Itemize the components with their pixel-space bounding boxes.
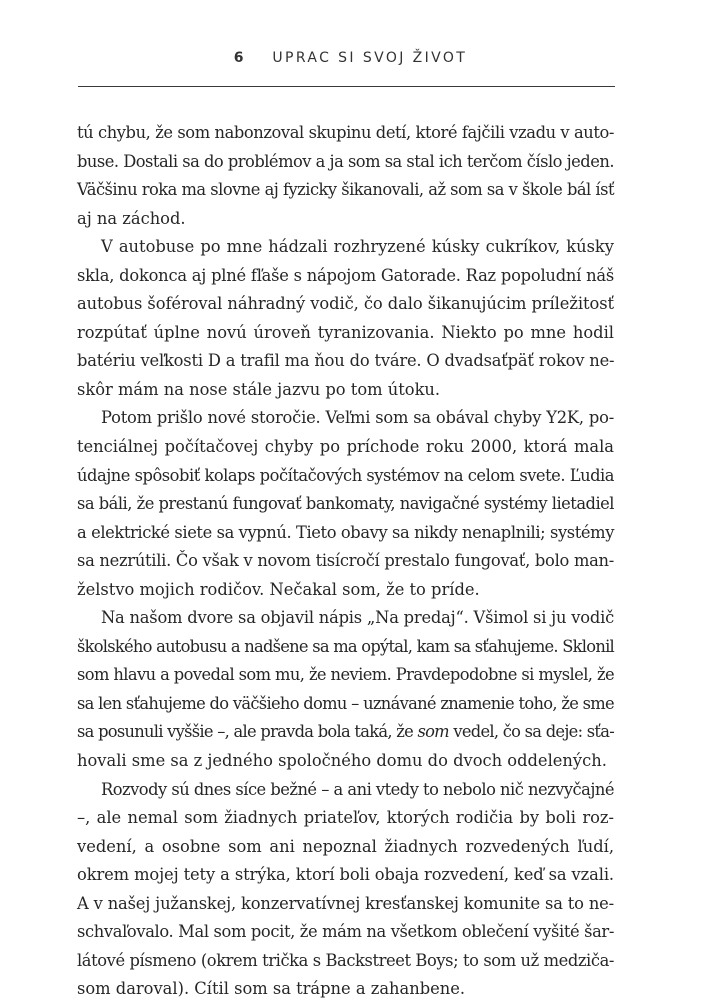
page-number: 6 [233,50,244,66]
paragraph [77,604,614,775]
text-line: sa báli, že prestanú fungovať bankomaty, navigačné systémy lietadiel [77,494,614,514]
text-line: Potom prišlo nové storočie. Veľmi som sa obával chyby Y2K, po- [101,408,614,428]
paragraph [77,776,614,1004]
text-line: hovali sme sa z jedného spoločného domu do dvoch oddelených. [77,751,607,771]
text-line: údajne spôsobiť kolaps počítačových systémov na celom svete. Ľudia [77,465,614,485]
text-line: školského autobusu a nadšene sa ma opýtal, kam sa sťahujeme. Sklonil [77,636,614,656]
text-line [77,718,614,747]
text-line: Väčšinu roka ma slovne aj fyzicky šikanovali, až som sa v škole bál ísť [77,180,614,200]
text-line: sa nezrútili. Čo však v novom tisícročí prestalo fungovať, bolo man- [77,551,614,571]
running-header [0,50,701,66]
text-line: vedení, a osobne som ani nepoznal žiadnych rozvedených ľudí, [77,836,614,856]
header-rule [78,86,615,87]
text-line: aj na záchod. [77,208,186,228]
text-line: želstvo mojich rodičov. Nečakal som, že to príde. [77,579,480,599]
text-line: batériu veľkosti D a trafil ma ňou do tváre. O dvadsaťpäť rokov ne- [77,351,615,371]
text-line: Na našom dvore sa objavil nápis „Na predaj“. Všimol si ju vodič [101,608,614,628]
text-segment: sa posunuli vyššie –, ale pravda bola taká, že [77,722,418,742]
text-line: skôr mám na nose stále jazvu po tom útoku. [77,379,441,399]
paragraph [77,233,614,404]
paragraph [77,119,614,233]
text-line: skla, dokonca aj plné fľaše s nápojom Gatorade. Raz popoludní náš [77,265,614,285]
text-line: schvaľovalo. Mal som pocit, že mám na všetkom oblečení vyšité šar- [77,922,614,942]
text-line: tenciálnej počítačovej chyby po príchode roku 2000, ktorá mala [77,437,614,457]
text-line: sa len sťahujeme do väčšieho domu – uznávané znamenie toho, že sme [77,693,614,713]
text-line: látové písmeno (okrem trička s Backstreet Boys; to som už medziča- [77,950,614,970]
paragraph [77,404,614,604]
text-line: buse. Dostali sa do problémov a ja som sa stal ich terčom číslo jeden. [77,151,614,171]
text-line: V autobuse po mne hádzali rozhryzené kúsky cukríkov, kúsky [101,237,614,257]
text-line: okrem mojej tety a strýka, ktorí boli obaja rozvedení, keď sa vzali. [77,865,614,885]
text-line: som daroval). Cítil som sa trápne a zahanbene. [77,979,466,999]
text-line: Rozvody sú dnes síce bežné – a ani vtedy to nebolo nič nezvyčajné [101,779,614,799]
text-line: som hlavu a povedal som mu, že neviem. Pravdepodobne si myslel, že [77,665,614,685]
text-line: A v našej južanskej, konzervatívnej kresťanskej komunite sa to ne- [77,893,614,913]
book-title: UPRAC SI SVOJ ŽIVOT [272,50,468,66]
text-segment: vedel, čo sa deje: sťa- [448,722,614,742]
body-text [77,119,614,1004]
text-line: a elektrické siete sa vypnú. Tieto obavy sa nikdy nenaplnili; systémy [77,522,614,542]
text-line: autobus šoféroval náhradný vodič, čo dalo šikanujúcim príležitosť [77,294,614,314]
text-line: rozpútať úplne novú úroveň tyranizovania. Niekto po mne hodil [77,322,614,342]
text-line: –, ale nemal som žiadnych priateľov, ktorých rodičia by boli roz- [77,808,614,828]
emphasized-word: som [417,722,449,742]
text-line: tú chybu, že som nabonzoval skupinu detí, ktoré fajčili vzadu v auto- [77,123,614,142]
